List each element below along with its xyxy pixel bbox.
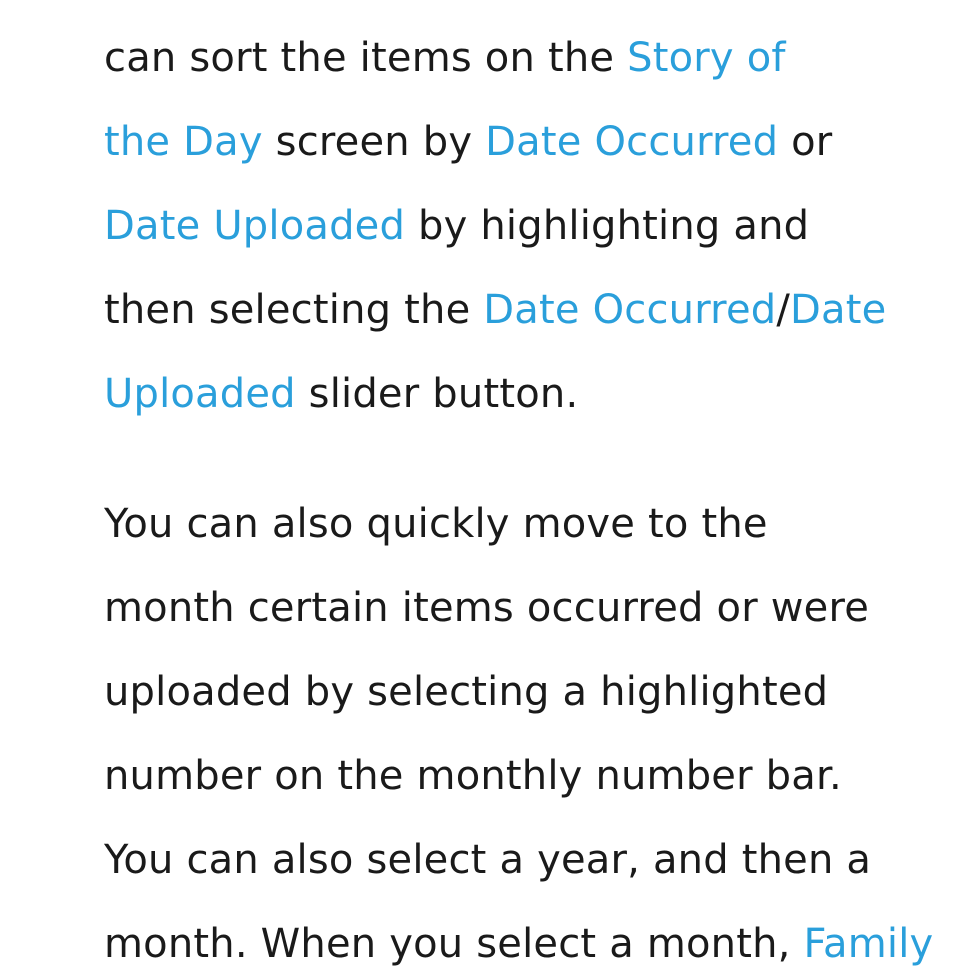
date-uploaded-term: Uploaded [104, 371, 296, 417]
paragraph-line [104, 30, 786, 86]
body-text: can sort the items on the [104, 35, 628, 81]
paragraph-line [104, 282, 886, 338]
paragraph-line: You can also quickly move to the [104, 501, 768, 547]
story-of-the-day-term: the Day [104, 119, 263, 165]
paragraph-line: uploaded by selecting a highlighted [104, 669, 829, 715]
paragraph-line: You can also select a year, and then a [104, 837, 872, 883]
date-occurred-term: Date Occurred [483, 287, 777, 333]
family-term: Family [803, 921, 934, 967]
body-text: by highlighting and [405, 203, 810, 249]
story-of-the-day-term: Story of [627, 35, 786, 81]
date-occurred-term: Date Occurred [485, 119, 779, 165]
paragraph-line: number on the monthly number bar. [104, 753, 842, 799]
paragraph-line [104, 916, 933, 972]
body-text: slider button. [295, 371, 579, 417]
separator-slash: / [776, 287, 791, 333]
date-uploaded-term: Date Uploaded [104, 203, 406, 249]
body-text: then selecting the [104, 287, 484, 333]
body-text: screen by [262, 119, 486, 165]
paragraph-line: month certain items occurred or were [104, 585, 870, 631]
paragraph-line [104, 114, 832, 170]
paragraph-line [104, 198, 809, 254]
body-text: or [778, 119, 833, 165]
body-text: month. When you select a month, [104, 921, 804, 967]
date-uploaded-term: Date [790, 287, 887, 333]
paragraph-line [104, 366, 578, 422]
